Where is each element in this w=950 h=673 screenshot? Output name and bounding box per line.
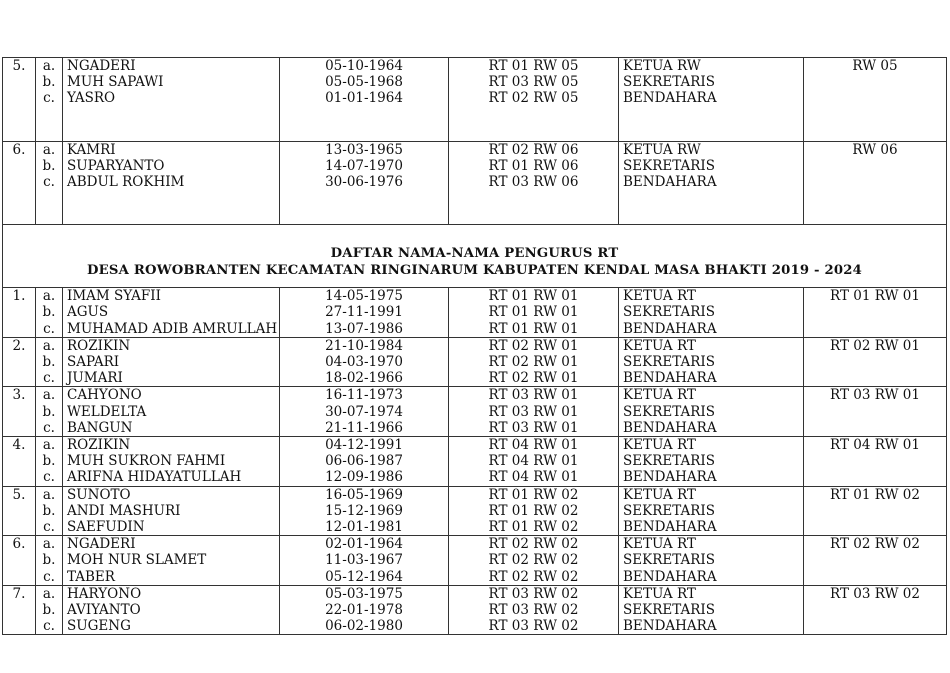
birth-date: 22-01-1978 <box>280 602 449 618</box>
member-letter: a. <box>36 387 63 404</box>
member-address: RT 03 RW 01 <box>449 420 619 437</box>
member-name: SUPARYANTO <box>63 158 280 174</box>
table-row <box>3 552 947 568</box>
birth-date: 15-12-1969 <box>280 503 449 519</box>
row-number <box>3 618 36 635</box>
member-address: RT 03 RW 05 <box>449 74 619 90</box>
unit-code <box>804 404 947 420</box>
member-role: BENDAHARA <box>619 469 804 486</box>
unit-code <box>804 304 947 320</box>
table-row <box>3 420 947 437</box>
unit-code <box>804 469 947 486</box>
row-number <box>3 370 36 387</box>
birth-date: 02-01-1964 <box>280 536 449 553</box>
rt-section-heading-row <box>3 225 947 288</box>
unit-code: RT 03 RW 01 <box>804 387 947 404</box>
member-role: KETUA RT <box>619 288 804 305</box>
spacer-cell <box>619 107 804 142</box>
member-role: KETUA RW <box>619 58 804 75</box>
member-address: RT 01 RW 05 <box>449 58 619 75</box>
birth-date: 05-05-1968 <box>280 74 449 90</box>
birth-date: 05-10-1964 <box>280 58 449 75</box>
unit-code <box>804 618 947 635</box>
birth-date: 14-05-1975 <box>280 288 449 305</box>
row-number <box>3 552 36 568</box>
member-name: AGUS <box>63 304 280 320</box>
row-number <box>3 74 36 90</box>
table-row <box>3 321 947 338</box>
member-name: NGADERI <box>63 536 280 553</box>
member-address: RT 01 RW 02 <box>449 486 619 503</box>
member-name: CAHYONO <box>63 387 280 404</box>
member-letter: b. <box>36 552 63 568</box>
unit-code: RT 02 RW 02 <box>804 536 947 553</box>
member-address: RT 01 RW 06 <box>449 158 619 174</box>
table-row <box>3 437 947 454</box>
member-letter: a. <box>36 337 63 354</box>
unit-code <box>804 420 947 437</box>
member-role: BENDAHARA <box>619 420 804 437</box>
member-address: RT 02 RW 02 <box>449 536 619 553</box>
spacer-cell <box>280 107 449 142</box>
member-letter: b. <box>36 158 63 174</box>
member-role: KETUA RW <box>619 141 804 158</box>
section-title-line1: DAFTAR NAMA-NAMA PENGURUS RT <box>330 246 619 262</box>
birth-date: 11-03-1967 <box>280 552 449 568</box>
birth-date: 06-02-1980 <box>280 618 449 635</box>
birth-date: 14-07-1970 <box>280 158 449 174</box>
member-role: BENDAHARA <box>619 370 804 387</box>
member-role: BENDAHARA <box>619 569 804 586</box>
member-address: RT 03 RW 01 <box>449 387 619 404</box>
unit-code: RT 01 RW 02 <box>804 486 947 503</box>
member-role: SEKRETARIS <box>619 552 804 568</box>
member-role: BENDAHARA <box>619 174 804 190</box>
member-address: RT 02 RW 01 <box>449 337 619 354</box>
member-role: SEKRETARIS <box>619 453 804 469</box>
member-name: MOH NUR SLAMET <box>63 552 280 568</box>
spacer-cell <box>619 190 804 225</box>
member-address: RT 02 RW 02 <box>449 552 619 568</box>
unit-code: RT 01 RW 01 <box>804 288 947 305</box>
spacer-row <box>3 107 947 142</box>
table-row <box>3 569 947 586</box>
member-name: MUH SUKRON FAHMI <box>63 453 280 469</box>
row-number <box>3 469 36 486</box>
member-letter: c. <box>36 90 63 106</box>
birth-date: 16-05-1969 <box>280 486 449 503</box>
member-name: JUMARI <box>63 370 280 387</box>
unit-code <box>804 90 947 106</box>
unit-code: RT 02 RW 01 <box>804 337 947 354</box>
unit-code <box>804 453 947 469</box>
table-body <box>3 58 947 635</box>
member-address: RT 03 RW 06 <box>449 174 619 190</box>
table-row <box>3 536 947 553</box>
birth-date: 30-07-1974 <box>280 404 449 420</box>
row-number <box>3 158 36 174</box>
member-letter: c. <box>36 618 63 635</box>
member-letter: b. <box>36 503 63 519</box>
birth-date: 06-06-1987 <box>280 453 449 469</box>
unit-code <box>804 321 947 338</box>
member-role: SEKRETARIS <box>619 158 804 174</box>
member-name: NGADERI <box>63 58 280 75</box>
member-address: RT 03 RW 02 <box>449 602 619 618</box>
member-name: IMAM SYAFII <box>63 288 280 305</box>
birth-date: 05-03-1975 <box>280 585 449 602</box>
birth-date: 21-10-1984 <box>280 337 449 354</box>
table-row <box>3 519 947 536</box>
member-name: MUH SAPAWI <box>63 74 280 90</box>
row-number: 5. <box>3 486 36 503</box>
table-row <box>3 585 947 602</box>
member-address: RT 02 RW 05 <box>449 90 619 106</box>
row-number: 1. <box>3 288 36 305</box>
spacer-cell <box>280 190 449 225</box>
unit-code: RW 05 <box>804 58 947 75</box>
unit-code: RW 06 <box>804 141 947 158</box>
birth-date: 12-01-1981 <box>280 519 449 536</box>
table-row <box>3 174 947 190</box>
member-name: ROZIKIN <box>63 437 280 454</box>
row-number: 2. <box>3 337 36 354</box>
spacer-cell <box>36 190 63 225</box>
member-letter: b. <box>36 404 63 420</box>
birth-date: 21-11-1966 <box>280 420 449 437</box>
member-address: RT 01 RW 01 <box>449 304 619 320</box>
row-number <box>3 304 36 320</box>
member-letter: a. <box>36 437 63 454</box>
birth-date: 27-11-1991 <box>280 304 449 320</box>
row-number <box>3 519 36 536</box>
member-role: BENDAHARA <box>619 90 804 106</box>
member-letter: b. <box>36 602 63 618</box>
row-number: 3. <box>3 387 36 404</box>
spacer-cell <box>804 107 947 142</box>
member-role: KETUA RT <box>619 486 804 503</box>
member-role: BENDAHARA <box>619 321 804 338</box>
table-row <box>3 404 947 420</box>
birth-date: 30-06-1976 <box>280 174 449 190</box>
birth-date: 05-12-1964 <box>280 569 449 586</box>
member-address: RT 02 RW 06 <box>449 141 619 158</box>
table-row <box>3 304 947 320</box>
table-row <box>3 158 947 174</box>
row-number <box>3 503 36 519</box>
member-role: KETUA RT <box>619 536 804 553</box>
member-address: RT 01 RW 02 <box>449 503 619 519</box>
unit-code <box>804 370 947 387</box>
member-address: RT 01 RW 01 <box>449 321 619 338</box>
member-letter: a. <box>36 536 63 553</box>
row-number: 7. <box>3 585 36 602</box>
unit-code <box>804 74 947 90</box>
table-row <box>3 370 947 387</box>
member-role: SEKRETARIS <box>619 304 804 320</box>
member-letter: c. <box>36 370 63 387</box>
member-letter: b. <box>36 74 63 90</box>
member-name: ARIFNA HIDAYATULLAH <box>63 469 280 486</box>
birth-date: 12-09-1986 <box>280 469 449 486</box>
spacer-cell <box>3 107 36 142</box>
table-row <box>3 618 947 635</box>
member-role: BENDAHARA <box>619 618 804 635</box>
member-letter: a. <box>36 141 63 158</box>
spacer-cell <box>3 190 36 225</box>
table-row <box>3 90 947 106</box>
unit-code <box>804 602 947 618</box>
member-role: BENDAHARA <box>619 519 804 536</box>
member-letter: a. <box>36 58 63 75</box>
unit-code: RT 03 RW 02 <box>804 585 947 602</box>
member-role: KETUA RT <box>619 337 804 354</box>
member-role: KETUA RT <box>619 585 804 602</box>
member-letter: b. <box>36 354 63 370</box>
member-address: RT 02 RW 01 <box>449 354 619 370</box>
member-role: KETUA RT <box>619 437 804 454</box>
birth-date: 01-01-1964 <box>280 90 449 106</box>
member-letter: c. <box>36 469 63 486</box>
unit-code: RT 04 RW 01 <box>804 437 947 454</box>
unit-code <box>804 158 947 174</box>
member-letter: a. <box>36 585 63 602</box>
member-name: BANGUN <box>63 420 280 437</box>
member-name: YASRO <box>63 90 280 106</box>
member-name: ABDUL ROKHIM <box>63 174 280 190</box>
member-address: RT 02 RW 02 <box>449 569 619 586</box>
row-number <box>3 453 36 469</box>
table-row <box>3 288 947 305</box>
member-role: SEKRETARIS <box>619 74 804 90</box>
row-number <box>3 569 36 586</box>
row-number: 5. <box>3 58 36 75</box>
row-number <box>3 174 36 190</box>
row-number: 6. <box>3 536 36 553</box>
spacer-row <box>3 190 947 225</box>
spacer-cell <box>804 190 947 225</box>
member-address: RT 03 RW 02 <box>449 618 619 635</box>
member-address: RT 01 RW 02 <box>449 519 619 536</box>
table-row <box>3 141 947 158</box>
birth-date: 18-02-1966 <box>280 370 449 387</box>
member-name: SUGENG <box>63 618 280 635</box>
member-address: RT 01 RW 01 <box>449 288 619 305</box>
birth-date: 13-03-1965 <box>280 141 449 158</box>
member-name: SAEFUDIN <box>63 519 280 536</box>
birth-date: 04-12-1991 <box>280 437 449 454</box>
member-name: AVIYANTO <box>63 602 280 618</box>
member-letter: c. <box>36 174 63 190</box>
member-name: HARYONO <box>63 585 280 602</box>
member-address: RT 04 RW 01 <box>449 437 619 454</box>
unit-code <box>804 503 947 519</box>
birth-date: 16-11-1973 <box>280 387 449 404</box>
unit-code <box>804 174 947 190</box>
unit-code <box>804 354 947 370</box>
table-row <box>3 337 947 354</box>
member-letter: a. <box>36 288 63 305</box>
member-name: SAPARI <box>63 354 280 370</box>
member-letter: a. <box>36 486 63 503</box>
member-role: SEKRETARIS <box>619 404 804 420</box>
spacer-cell <box>449 190 619 225</box>
row-number <box>3 90 36 106</box>
member-letter: c. <box>36 569 63 586</box>
section-title-line2: DESA ROWOBRANTEN KECAMATAN RINGINARUM KABUPATEN KENDAL MASA BHAKTI 2019 - 2024 <box>87 263 862 279</box>
member-address: RT 03 RW 01 <box>449 404 619 420</box>
table-row <box>3 387 947 404</box>
row-number <box>3 354 36 370</box>
table-row <box>3 354 947 370</box>
member-role: SEKRETARIS <box>619 354 804 370</box>
table-row <box>3 469 947 486</box>
unit-code <box>804 519 947 536</box>
table-row <box>3 58 947 75</box>
member-letter: c. <box>36 519 63 536</box>
row-number <box>3 602 36 618</box>
member-role: SEKRETARIS <box>619 602 804 618</box>
spacer-cell <box>63 107 280 142</box>
member-address: RT 02 RW 01 <box>449 370 619 387</box>
member-name: ROZIKIN <box>63 337 280 354</box>
member-letter: c. <box>36 321 63 338</box>
table-row <box>3 486 947 503</box>
officials-table <box>2 57 947 635</box>
member-name: ANDI MASHURI <box>63 503 280 519</box>
spacer-cell <box>63 190 280 225</box>
member-letter: b. <box>36 304 63 320</box>
member-role: KETUA RT <box>619 387 804 404</box>
member-name: MUHAMAD ADIB AMRULLAH <box>63 321 280 338</box>
rt-section-heading <box>3 225 947 288</box>
member-letter: b. <box>36 453 63 469</box>
member-address: RT 04 RW 01 <box>449 453 619 469</box>
unit-code <box>804 552 947 568</box>
row-number <box>3 321 36 338</box>
unit-code <box>804 569 947 586</box>
member-name: KAMRI <box>63 141 280 158</box>
spacer-cell <box>36 107 63 142</box>
birth-date: 13-07-1986 <box>280 321 449 338</box>
member-name: SUNOTO <box>63 486 280 503</box>
member-role: SEKRETARIS <box>619 503 804 519</box>
member-letter: c. <box>36 420 63 437</box>
member-name: WELDELTA <box>63 404 280 420</box>
member-address: RT 03 RW 02 <box>449 585 619 602</box>
row-number: 4. <box>3 437 36 454</box>
spacer-cell <box>449 107 619 142</box>
table-row <box>3 74 947 90</box>
member-address: RT 04 RW 01 <box>449 469 619 486</box>
member-name: TABER <box>63 569 280 586</box>
table-row <box>3 503 947 519</box>
row-number <box>3 420 36 437</box>
birth-date: 04-03-1970 <box>280 354 449 370</box>
table-row <box>3 453 947 469</box>
row-number <box>3 404 36 420</box>
table-row <box>3 602 947 618</box>
row-number: 6. <box>3 141 36 158</box>
